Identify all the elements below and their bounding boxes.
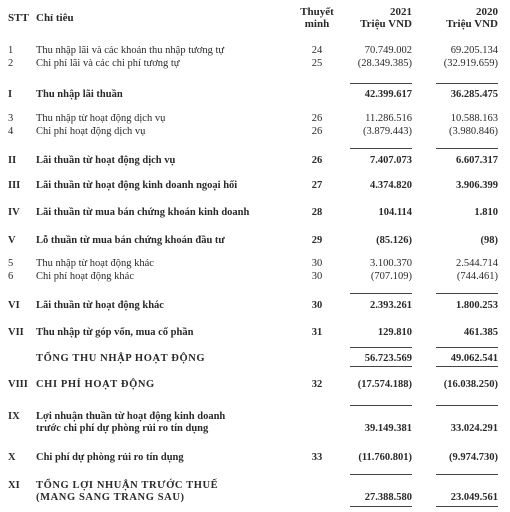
row-label: Thu nhập từ góp vốn, mua cổ phần [36,327,194,338]
row-value-2020: (16.038.250) [443,379,498,390]
header-unit-2020: Triệu VND [446,18,498,30]
total-rule [350,405,412,406]
total-rule [436,366,498,367]
row-note: 26 [311,155,323,166]
row-value-2021: 2.393.261 [370,300,412,311]
row-value-2021: 4.374.820 [370,180,412,191]
row-note: 24 [311,45,323,56]
total-rule [350,148,412,149]
row-value-2021: (28.349.385) [357,58,412,69]
row-value-2020: (744.461) [456,271,498,282]
row-label: TỔNG LỢI NHUẬN TRƯỚC THUẾ [36,480,219,491]
row-note: 33 [311,452,323,463]
row-value-2020: 461.385 [463,327,498,338]
row-value-2020: 33.024.291 [450,423,498,434]
row-note: 32 [311,379,323,390]
row-label: Lãi thuần từ mua bán chứng khoán kinh doanh [36,207,250,218]
table-header [0,6,510,40]
total-rule [350,347,412,348]
header-chi-tieu: Chỉ tiêu [36,12,74,24]
row-stt: VIII [8,379,28,390]
row-value-2021: 70.749.002 [364,45,412,56]
row-value-2021: (707.109) [370,271,412,282]
row-value-2020: 10.588.163 [450,113,498,124]
total-rule [350,293,412,294]
header-year-2020: 2020 [476,6,498,18]
row-label: Chi phí dự phòng rủi ro tín dụng [36,452,184,463]
row-stt: IX [8,411,20,422]
total-rule [350,83,412,84]
row-value-2021: (11.760.801) [358,452,412,463]
row-note: 30 [311,300,323,311]
row-value-2021: 3.100.370 [370,258,412,269]
row-stt: VI [8,300,20,311]
total-rule [436,474,498,475]
row-stt: X [8,452,16,463]
row-label-line2: trước chi phí dự phòng rủi ro tín dụng [36,423,209,434]
row-stt: V [8,235,16,246]
row-value-2021: 104.114 [378,207,412,218]
row-note: 25 [311,58,323,69]
row-label: Thu nhập lãi và các khoản thu nhập tương tự [36,45,225,56]
row-label: CHI PHÍ HOẠT ĐỘNG [36,379,155,390]
row-value-2021: (17.574.188) [357,379,412,390]
total-rule [436,293,498,294]
row-stt: 1 [8,45,14,56]
row-label: Chi phí hoạt động dịch vụ [36,126,146,137]
row-value-2020: (3.980.846) [449,126,498,137]
total-rule [350,474,412,475]
row-stt: 4 [8,126,14,137]
row-value-2021: 129.810 [377,327,412,338]
total-rule [436,148,498,149]
total-rule [436,347,498,348]
row-label-line2: (MANG SANG TRANG SAU) [36,492,185,503]
row-label: Lợi nhuận thuần từ hoạt động kinh doanh [36,411,226,422]
row-label: Lãi thuần từ hoạt động kinh doanh ngoại hối [36,180,238,191]
row-label: Chi phí hoạt động khác [36,271,134,282]
total-rule [436,405,498,406]
total-rule [350,366,412,367]
row-stt: VII [8,327,24,338]
header-unit-2021: Triệu VND [360,18,412,30]
header-thuyet-minh-line1: Thuyết [300,6,334,18]
row-stt: 2 [8,58,14,69]
row-value-2021: 11.286.516 [365,113,412,124]
row-note: 29 [311,235,323,246]
row-value-2020: 6.607.317 [456,155,498,166]
row-stt: I [8,89,13,100]
row-note: 26 [311,126,323,137]
row-value-2020: 3.906.399 [456,180,498,191]
row-note: 31 [311,327,323,338]
row-value-2021: 39.149.381 [364,423,412,434]
row-label: Thu nhập từ hoạt động dịch vụ [36,113,166,124]
row-stt: IV [8,207,20,218]
row-value-2020: 1.810 [474,207,498,218]
row-note: 28 [311,207,323,218]
row-value-2021: 7.407.073 [370,155,412,166]
row-label: TỔNG THU NHẬP HOẠT ĐỘNG [36,353,206,364]
total-rule [436,506,498,507]
row-value-2021: 42.399.617 [364,89,412,100]
row-note: 30 [311,258,323,269]
header-stt: STT [8,12,29,24]
row-value-2021: (85.126) [376,235,412,246]
row-value-2020: 23.049.561 [450,492,498,503]
total-rule [436,83,498,84]
row-value-2020: 2.544.714 [456,258,498,269]
row-label: Lãi thuần từ hoạt động khác [36,300,164,311]
row-value-2020: 69.205.134 [450,45,498,56]
row-stt: 3 [8,113,14,124]
row-value-2020: (98) [480,235,498,246]
row-stt: XI [8,480,20,491]
header-year-2021: 2021 [390,6,412,18]
row-label: Thu nhập lãi thuần [36,89,123,100]
row-value-2021: 27.388.580 [364,492,412,503]
row-stt: 5 [8,258,14,269]
row-value-2020: (9.974.730) [449,452,498,463]
total-rule [350,506,412,507]
row-value-2020: 49.062.541 [450,353,498,364]
row-value-2021: (3.879.443) [363,126,412,137]
header-thuyet-minh-line2: minh [304,18,330,30]
row-label: Chi phí lãi và các chi phí tương tự [36,58,180,69]
row-stt: III [8,180,21,191]
row-stt: 6 [8,271,14,282]
row-note: 26 [311,113,323,124]
row-label: Lỗ thuần từ mua bán chứng khoán đầu tư [36,235,225,246]
row-value-2021: 56.723.569 [364,353,412,364]
row-value-2020: 1.800.253 [456,300,498,311]
row-value-2020: (32.919.659) [443,58,498,69]
row-value-2020: 36.285.475 [450,89,498,100]
row-label: Thu nhập từ hoạt động khác [36,258,154,269]
row-stt: II [8,155,17,166]
row-label: Lãi thuần từ hoạt động dịch vụ [36,155,176,166]
row-note: 30 [311,271,323,282]
row-note: 27 [311,180,323,191]
